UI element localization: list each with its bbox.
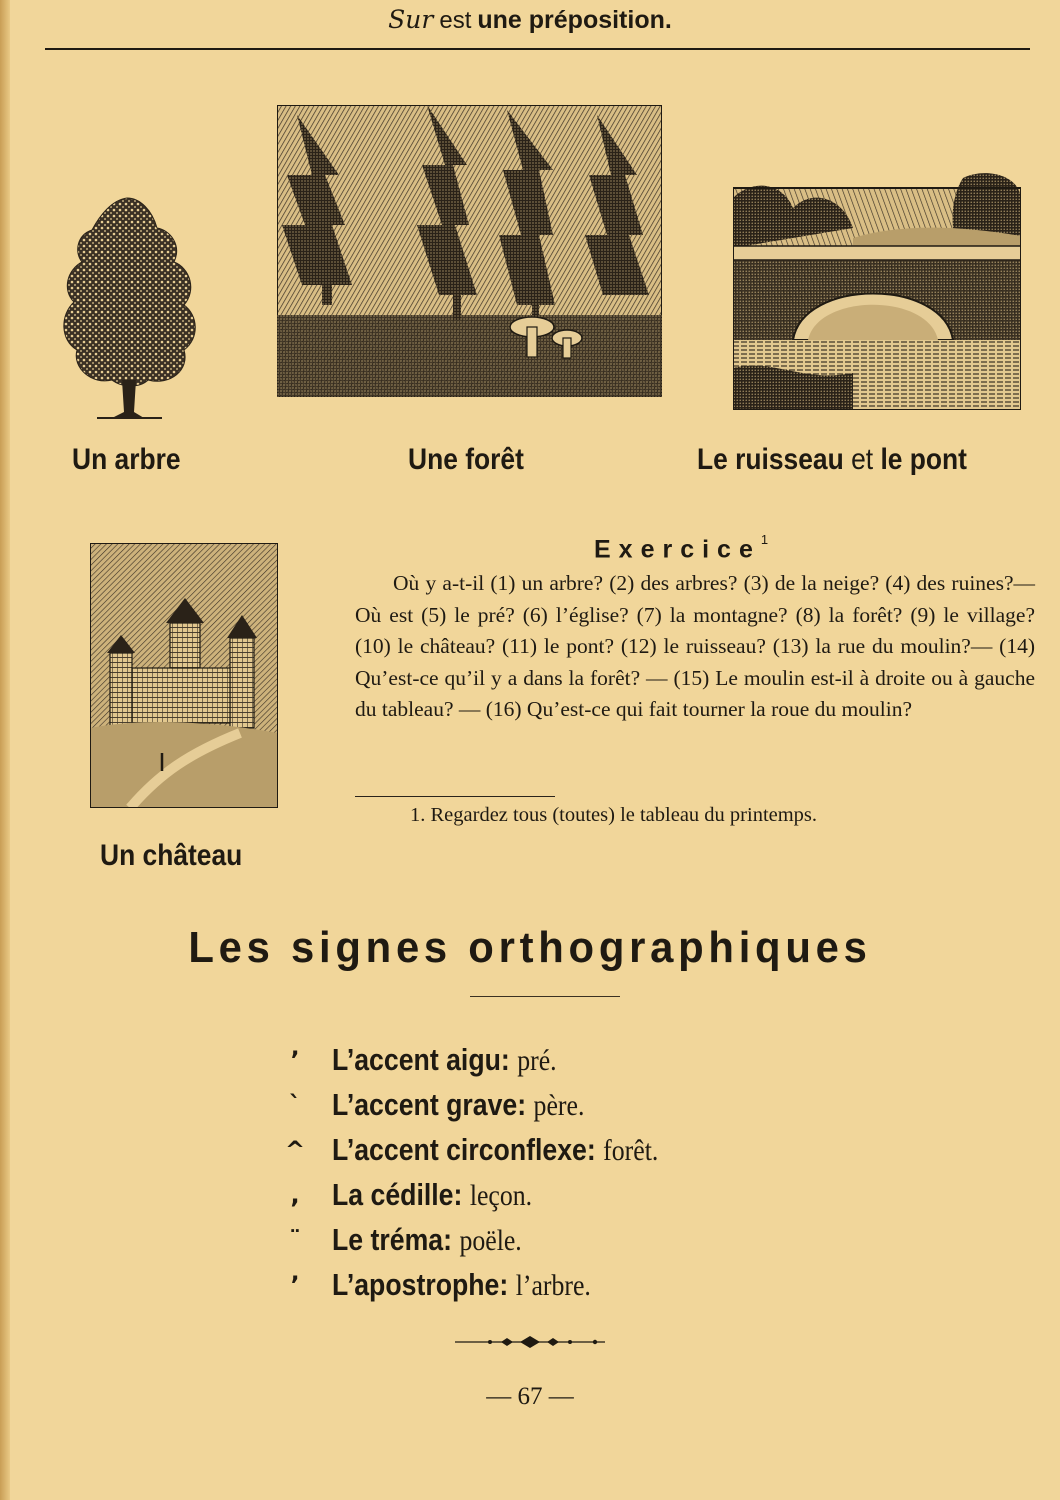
ornament-divider xyxy=(455,1333,605,1356)
sign-example: pré. xyxy=(517,1044,557,1077)
accent-aigu-glyph: ʼ xyxy=(290,1046,300,1074)
sign-row-trema xyxy=(270,1220,970,1265)
exercise-title-text: Exercice xyxy=(594,535,761,564)
sign-row-apostrophe xyxy=(270,1265,970,1310)
header-rule xyxy=(45,48,1030,50)
page-edge xyxy=(0,0,10,1500)
section-rule xyxy=(470,996,620,997)
bridge-illustration xyxy=(733,168,1021,410)
sign-sep: : xyxy=(453,1177,463,1212)
sign-sep: : xyxy=(500,1042,510,1077)
sign-name: L’accent grave xyxy=(332,1087,518,1122)
page-number: — 67 — xyxy=(486,1383,574,1410)
sign-label-aigu xyxy=(332,1040,557,1081)
exercise-body: Où y a-t-il (1) un arbre? (2) des arbres? (3) de la neige? (4) des ruines?—Où est (5) le pré? (6) l’église? (7) la montagne? (8) la forêt? (9) le village? (10) le château? (11) le pont? (12) le ruisseau? (13) la rue du moulin?— (14) Qu’est-ce qu’il y a dans la forêt? — (15) Le moulin est-il à droite ou à gauche du tableau? — (16) Qu’est-ce qui fait tourner la roue du moulin? xyxy=(355,571,1035,721)
exercise-title xyxy=(594,528,768,565)
sign-label-apostrophe xyxy=(332,1265,591,1306)
caption-ruisseau: Le ruisseau xyxy=(697,443,844,476)
castle-illustration xyxy=(90,543,278,808)
footnote-rule xyxy=(355,796,555,797)
cedille-glyph: , xyxy=(290,1181,300,1209)
page-header xyxy=(0,2,1060,38)
header-italic: Sur xyxy=(388,5,434,34)
sign-name: L’apostrophe xyxy=(332,1267,500,1302)
trema-glyph: ¨ xyxy=(289,1226,301,1254)
sign-name: L’accent aigu xyxy=(332,1042,501,1077)
sign-row-cedille xyxy=(270,1175,970,1220)
sign-row-grave xyxy=(270,1085,970,1130)
sign-sep: : xyxy=(499,1267,509,1302)
footnote-marker: 1 xyxy=(760,532,769,547)
sign-label-cedille xyxy=(332,1175,532,1216)
accent-grave-glyph: ˋ xyxy=(289,1091,301,1119)
sign-label-trema xyxy=(332,1220,522,1261)
forest-illustration xyxy=(277,105,662,397)
sign-example: poële. xyxy=(459,1224,522,1257)
sign-sep: : xyxy=(586,1132,596,1167)
caption-foret: Une forêt xyxy=(408,443,524,476)
caption-chateau: Un château xyxy=(100,839,243,872)
sign-example: forêt. xyxy=(603,1134,659,1167)
exercise-footnote: 1. Regardez tous (toutes) le tableau du printemps. xyxy=(410,804,818,826)
sign-label-circonflexe xyxy=(332,1130,658,1171)
sign-row-aigu xyxy=(270,1040,970,1085)
header-bold: une préposition. xyxy=(477,6,672,34)
section-title: Les signes orthographiques xyxy=(188,923,872,972)
caption-ruisseau-pont xyxy=(697,442,967,478)
header-plain: est xyxy=(439,7,472,34)
accent-circonflexe-glyph: ^ xyxy=(284,1136,306,1164)
tree-illustration xyxy=(52,190,202,425)
sign-name: La cédille xyxy=(332,1177,454,1212)
sign-sep: : xyxy=(517,1087,527,1122)
sign-row-circonflexe xyxy=(270,1130,970,1175)
sign-example: leçon. xyxy=(469,1179,533,1212)
caption-et: et xyxy=(851,443,874,476)
sign-label-grave xyxy=(332,1085,584,1126)
sign-sep: : xyxy=(443,1222,453,1257)
sign-example: l’arbre. xyxy=(515,1269,591,1302)
sign-name: Le tréma xyxy=(332,1222,444,1257)
apostrophe-glyph: ’ xyxy=(290,1271,300,1299)
sign-example: père. xyxy=(533,1089,585,1122)
sign-name: L’accent circonflexe xyxy=(332,1132,587,1167)
caption-pont: le pont xyxy=(880,443,967,476)
signs-list xyxy=(270,1040,970,1310)
caption-arbre: Un arbre xyxy=(72,443,181,476)
